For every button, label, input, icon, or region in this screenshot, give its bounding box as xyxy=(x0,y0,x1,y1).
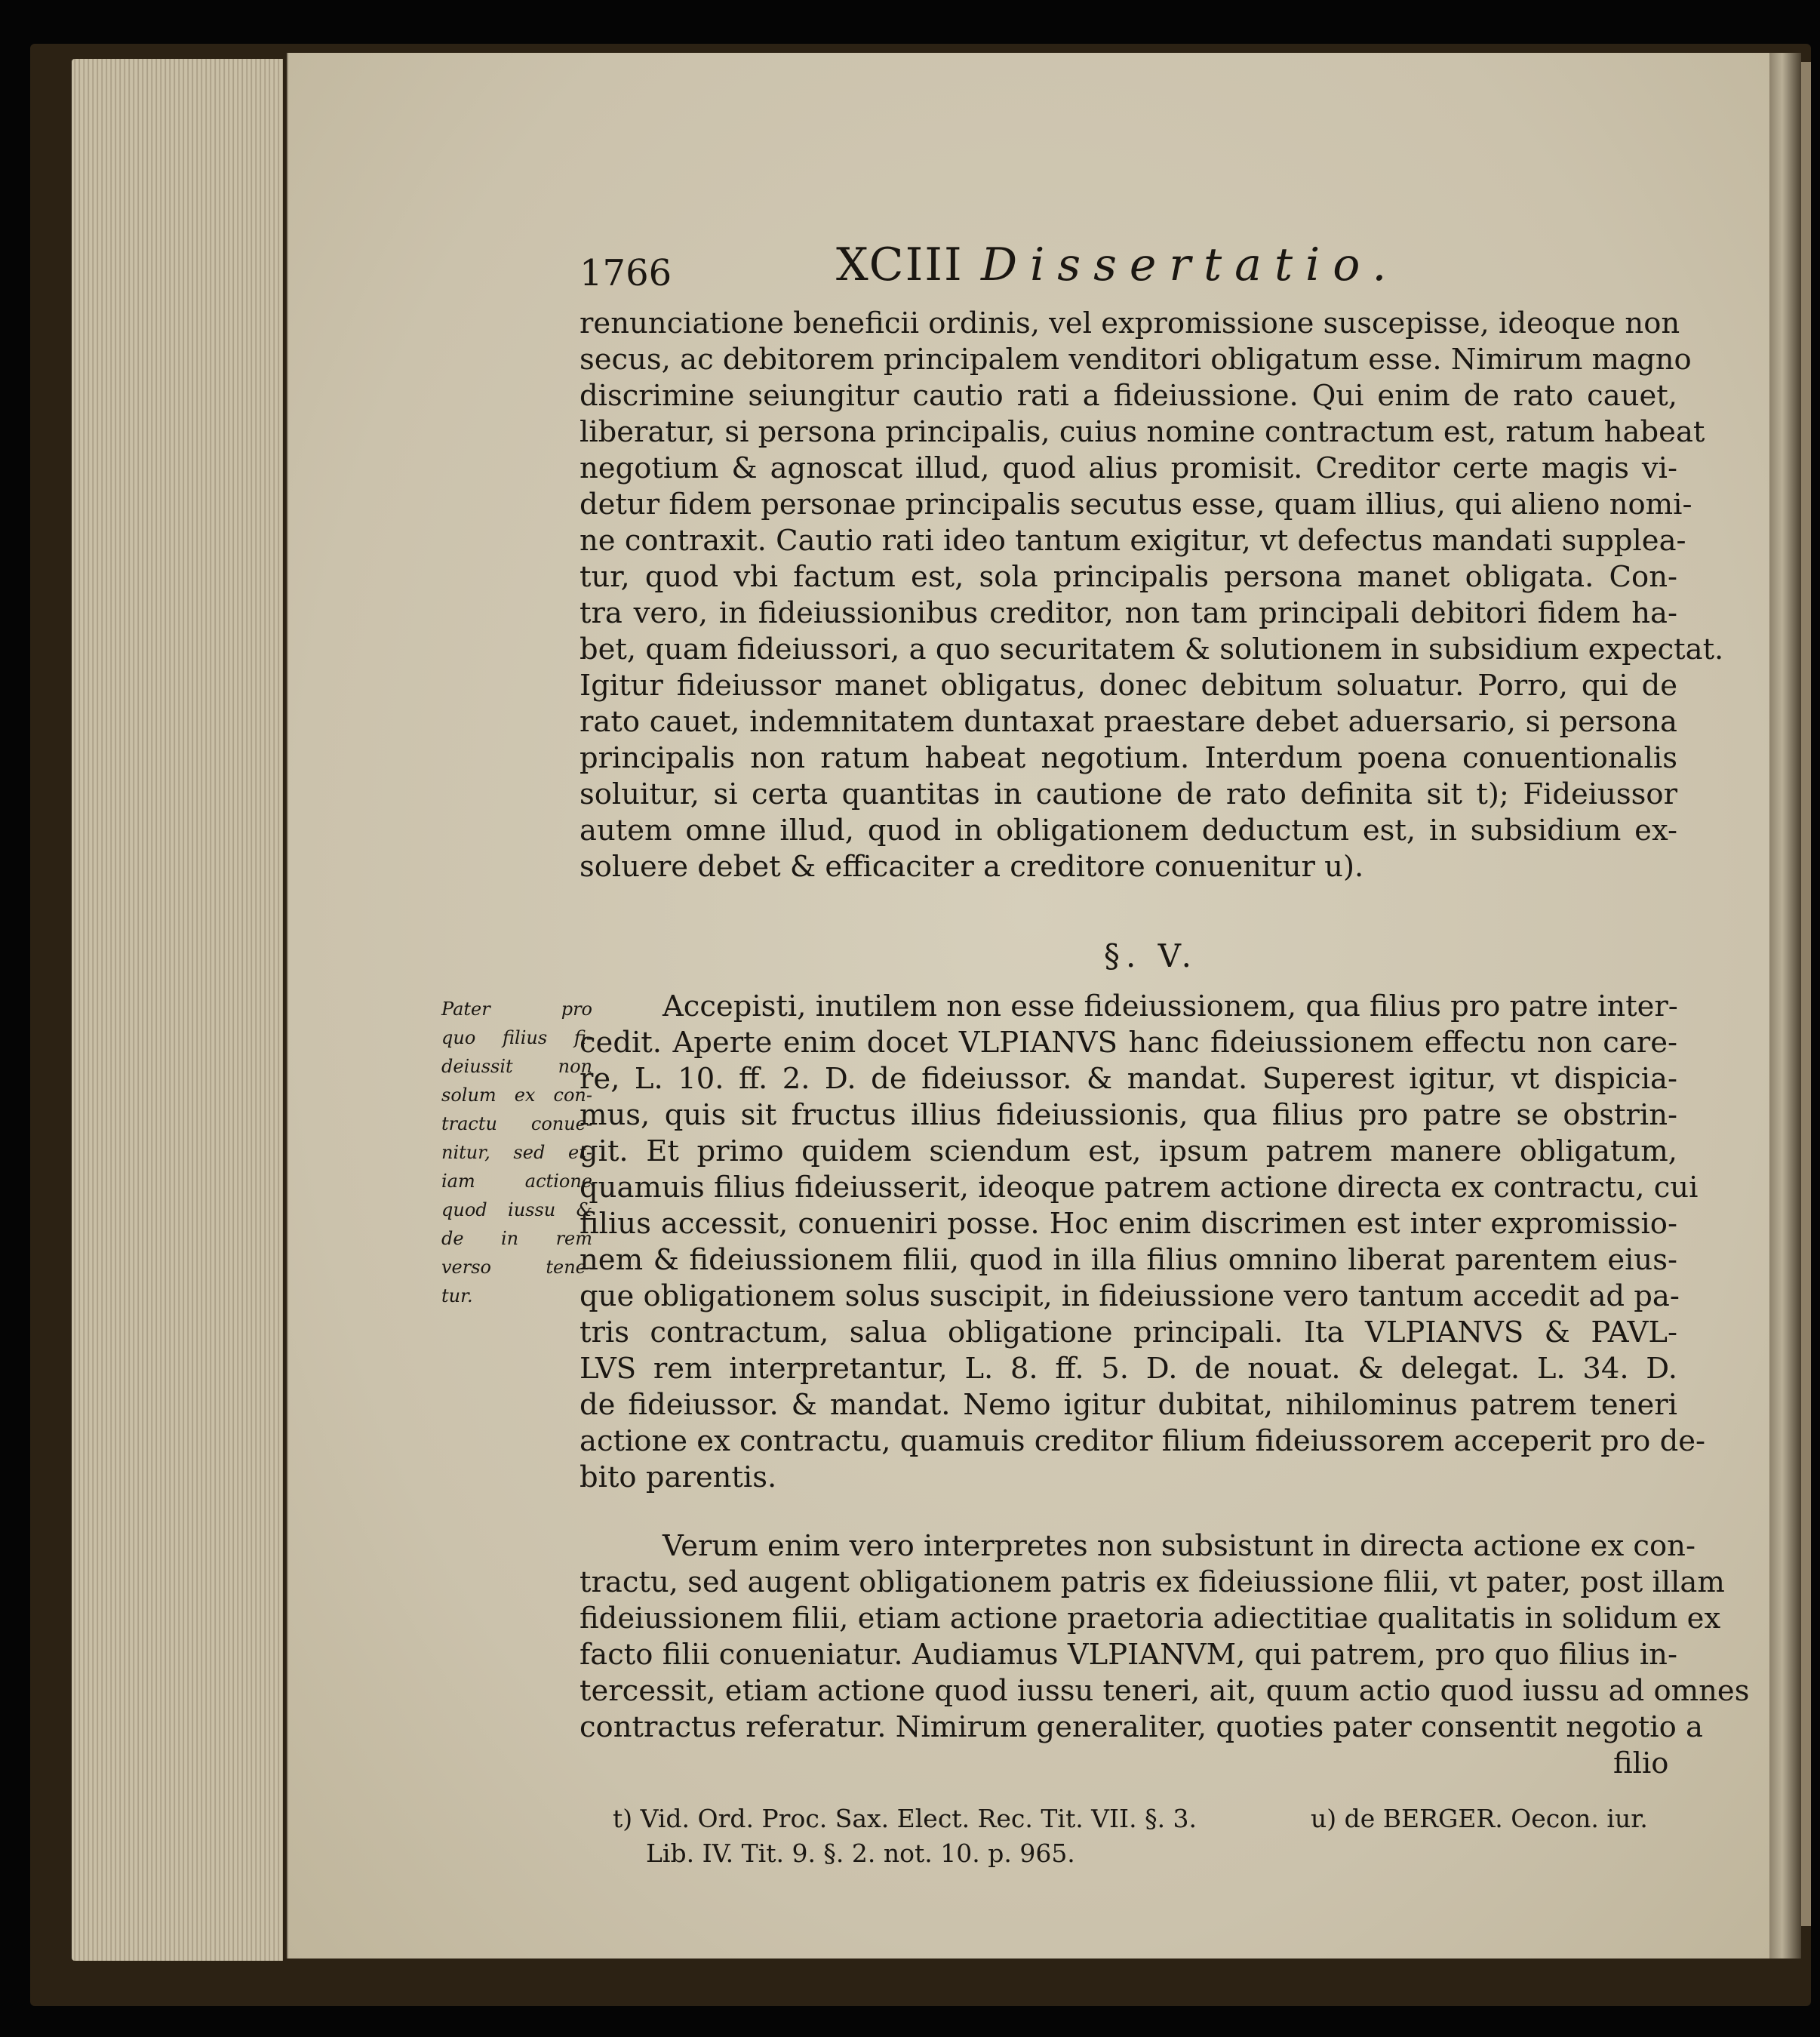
margin-line: solum ex con- xyxy=(441,1085,592,1106)
margin-line: Pater pro xyxy=(441,998,592,1020)
text-line: Accepisti, inutilem non esse fideiussionem, qua filius pro patre inter- xyxy=(663,989,1678,1023)
running-head xyxy=(580,234,1711,302)
text-line: tercessit, etiam actione quod iussu teneri, ait, quum actio quod iussu ad omnes xyxy=(580,1674,1750,1708)
text-line: mus, quis sit fructus illius fideiussionis, qua filius pro patre se obstrin- xyxy=(580,1098,1677,1132)
margin-line: verso tene- xyxy=(441,1257,592,1278)
text-line: soluere debet & efficaciter a creditore conuenitur u). xyxy=(580,850,1364,884)
text-line: facto filii conueniatur. Audiamus VLPIANVM, qui patrem, pro quo filius in- xyxy=(580,1638,1677,1672)
section-heading: §. V. xyxy=(1103,937,1198,974)
text-line: detur fidem personae principalis secutus esse, quam illius, qui alieno nomi- xyxy=(580,488,1692,522)
dissertatio-title: Dissertatio. xyxy=(981,238,1400,291)
footnote-t-continued: Lib. IV. Tit. 9. §. 2. not. 10. p. 965. xyxy=(646,1839,1075,1868)
text-line: discrimine seiungitur cautio rati a fideiussione. Qui enim de rato cauet, xyxy=(580,379,1677,413)
text-line: secus, ac debitorem principalem venditori obligatum esse. Nimirum magno xyxy=(580,343,1692,377)
text-line: tris contractum, salua obligatione principali. Ita VLPIANVS & PAVL- xyxy=(580,1315,1677,1349)
margin-line: quo filius fi- xyxy=(441,1027,592,1048)
dissertatio-number: XCIII xyxy=(836,238,964,291)
text-line: nem & fideiussionem filii, quod in illa filius omnino liberat parentem eius- xyxy=(580,1243,1677,1277)
text-line: quamuis filius fideiusserit, ideoque patrem actione directa ex contractu, cui xyxy=(580,1171,1699,1205)
margin-line: nitur, sed et- xyxy=(441,1142,592,1163)
text-line: bet, quam fideiussori, a quo securitatem & solutionem in subsidium expectat. xyxy=(580,632,1724,666)
text-line: tractu, sed augent obligationem patris ex fideiussione filii, vt pater, post illam xyxy=(580,1565,1725,1599)
margin-line: tur. xyxy=(441,1285,473,1306)
margin-line: tractu conue- xyxy=(441,1113,592,1134)
text-line: bito parentis. xyxy=(580,1460,777,1494)
text-line: rato cauet, indemnitatem duntaxat praestare debet aduersario, si persona xyxy=(580,705,1677,739)
text-line: de fideiussor. & mandat. Nemo igitur dubitat, nihilominus patrem teneri xyxy=(580,1388,1677,1422)
text-line: filius accessit, conueniri posse. Hoc enim discrimen est inter expromissio- xyxy=(580,1207,1677,1241)
text-line: soluitur, si certa quantitas in cautione de rato definita sit t); Fideiussor xyxy=(580,777,1677,811)
margin-line: quod iussu & xyxy=(441,1199,592,1220)
text-line: principalis non ratum habeat negotium. Interdum poena conuentionalis xyxy=(580,741,1677,775)
text-line: renunciatione beneficii ordinis, vel expromissione suscepisse, ideoque non xyxy=(580,306,1680,340)
text-line: Igitur fideiussor manet obligatus, donec debitum soluatur. Porro, qui de xyxy=(580,669,1677,703)
text-line: autem omne illud, quod in obligationem deductum est, in subsidium ex- xyxy=(580,814,1677,848)
margin-line: deiussit non xyxy=(441,1056,592,1077)
text-line: LVS rem interpretantur, L. 8. ff. 5. D. de nouat. & delegat. L. 34. D. xyxy=(580,1352,1677,1386)
text-line: re, L. 10. ff. 2. D. de fideiussor. & mandat. Superest igitur, vt dispicia- xyxy=(580,1062,1677,1096)
text-line: contractus referatur. Nimirum generaliter, quoties pater consentit negotio a xyxy=(580,1710,1703,1744)
margin-line: de in rem xyxy=(441,1228,592,1249)
text-line: ne contraxit. Cautio rati ideo tantum exigitur, vt defectus mandati supplea- xyxy=(580,524,1686,558)
footnote-t: t) Vid. Ord. Proc. Sax. Elect. Rec. Tit. VII. §. 3. xyxy=(613,1804,1197,1833)
text-line: tra vero, in fideiussionibus creditor, non tam principali debitori fidem ha- xyxy=(580,596,1677,630)
text-line: negotium & agnoscat illud, quod alius promisit. Creditor certe magis vi- xyxy=(580,451,1677,485)
catchword: filio xyxy=(1613,1746,1669,1780)
text-line: git. Et primo quidem sciendum est, ipsum patrem manere obligatum, xyxy=(580,1134,1677,1168)
margin-line: iam actione xyxy=(441,1171,592,1192)
page-number: 1766 xyxy=(580,252,672,294)
text-line: tur, quod vbi factum est, sola principalis persona manet obligata. Con- xyxy=(580,560,1677,594)
text-line: cedit. Aperte enim docet VLPIANVS hanc fideiussionem effectu non care- xyxy=(580,1026,1677,1060)
text-line: que obligationem solus suscipit, in fideiussione vero tantum accedit ad pa- xyxy=(580,1279,1680,1313)
text-line: fideiussionem filii, etiam actione praetoria adiectitiae qualitatis in solidum ex xyxy=(580,1602,1721,1635)
text-line: Verum enim vero interpretes non subsistunt in directa actione ex con- xyxy=(663,1529,1695,1563)
text-line: liberatur, si persona principalis, cuius nomine contractum est, ratum habeat xyxy=(580,415,1705,449)
text-line: actione ex contractu, quamuis creditor filium fideiussorem acceperit pro de- xyxy=(580,1424,1706,1458)
footnote-u: u) de BERGER. Oecon. iur. xyxy=(1311,1804,1648,1833)
